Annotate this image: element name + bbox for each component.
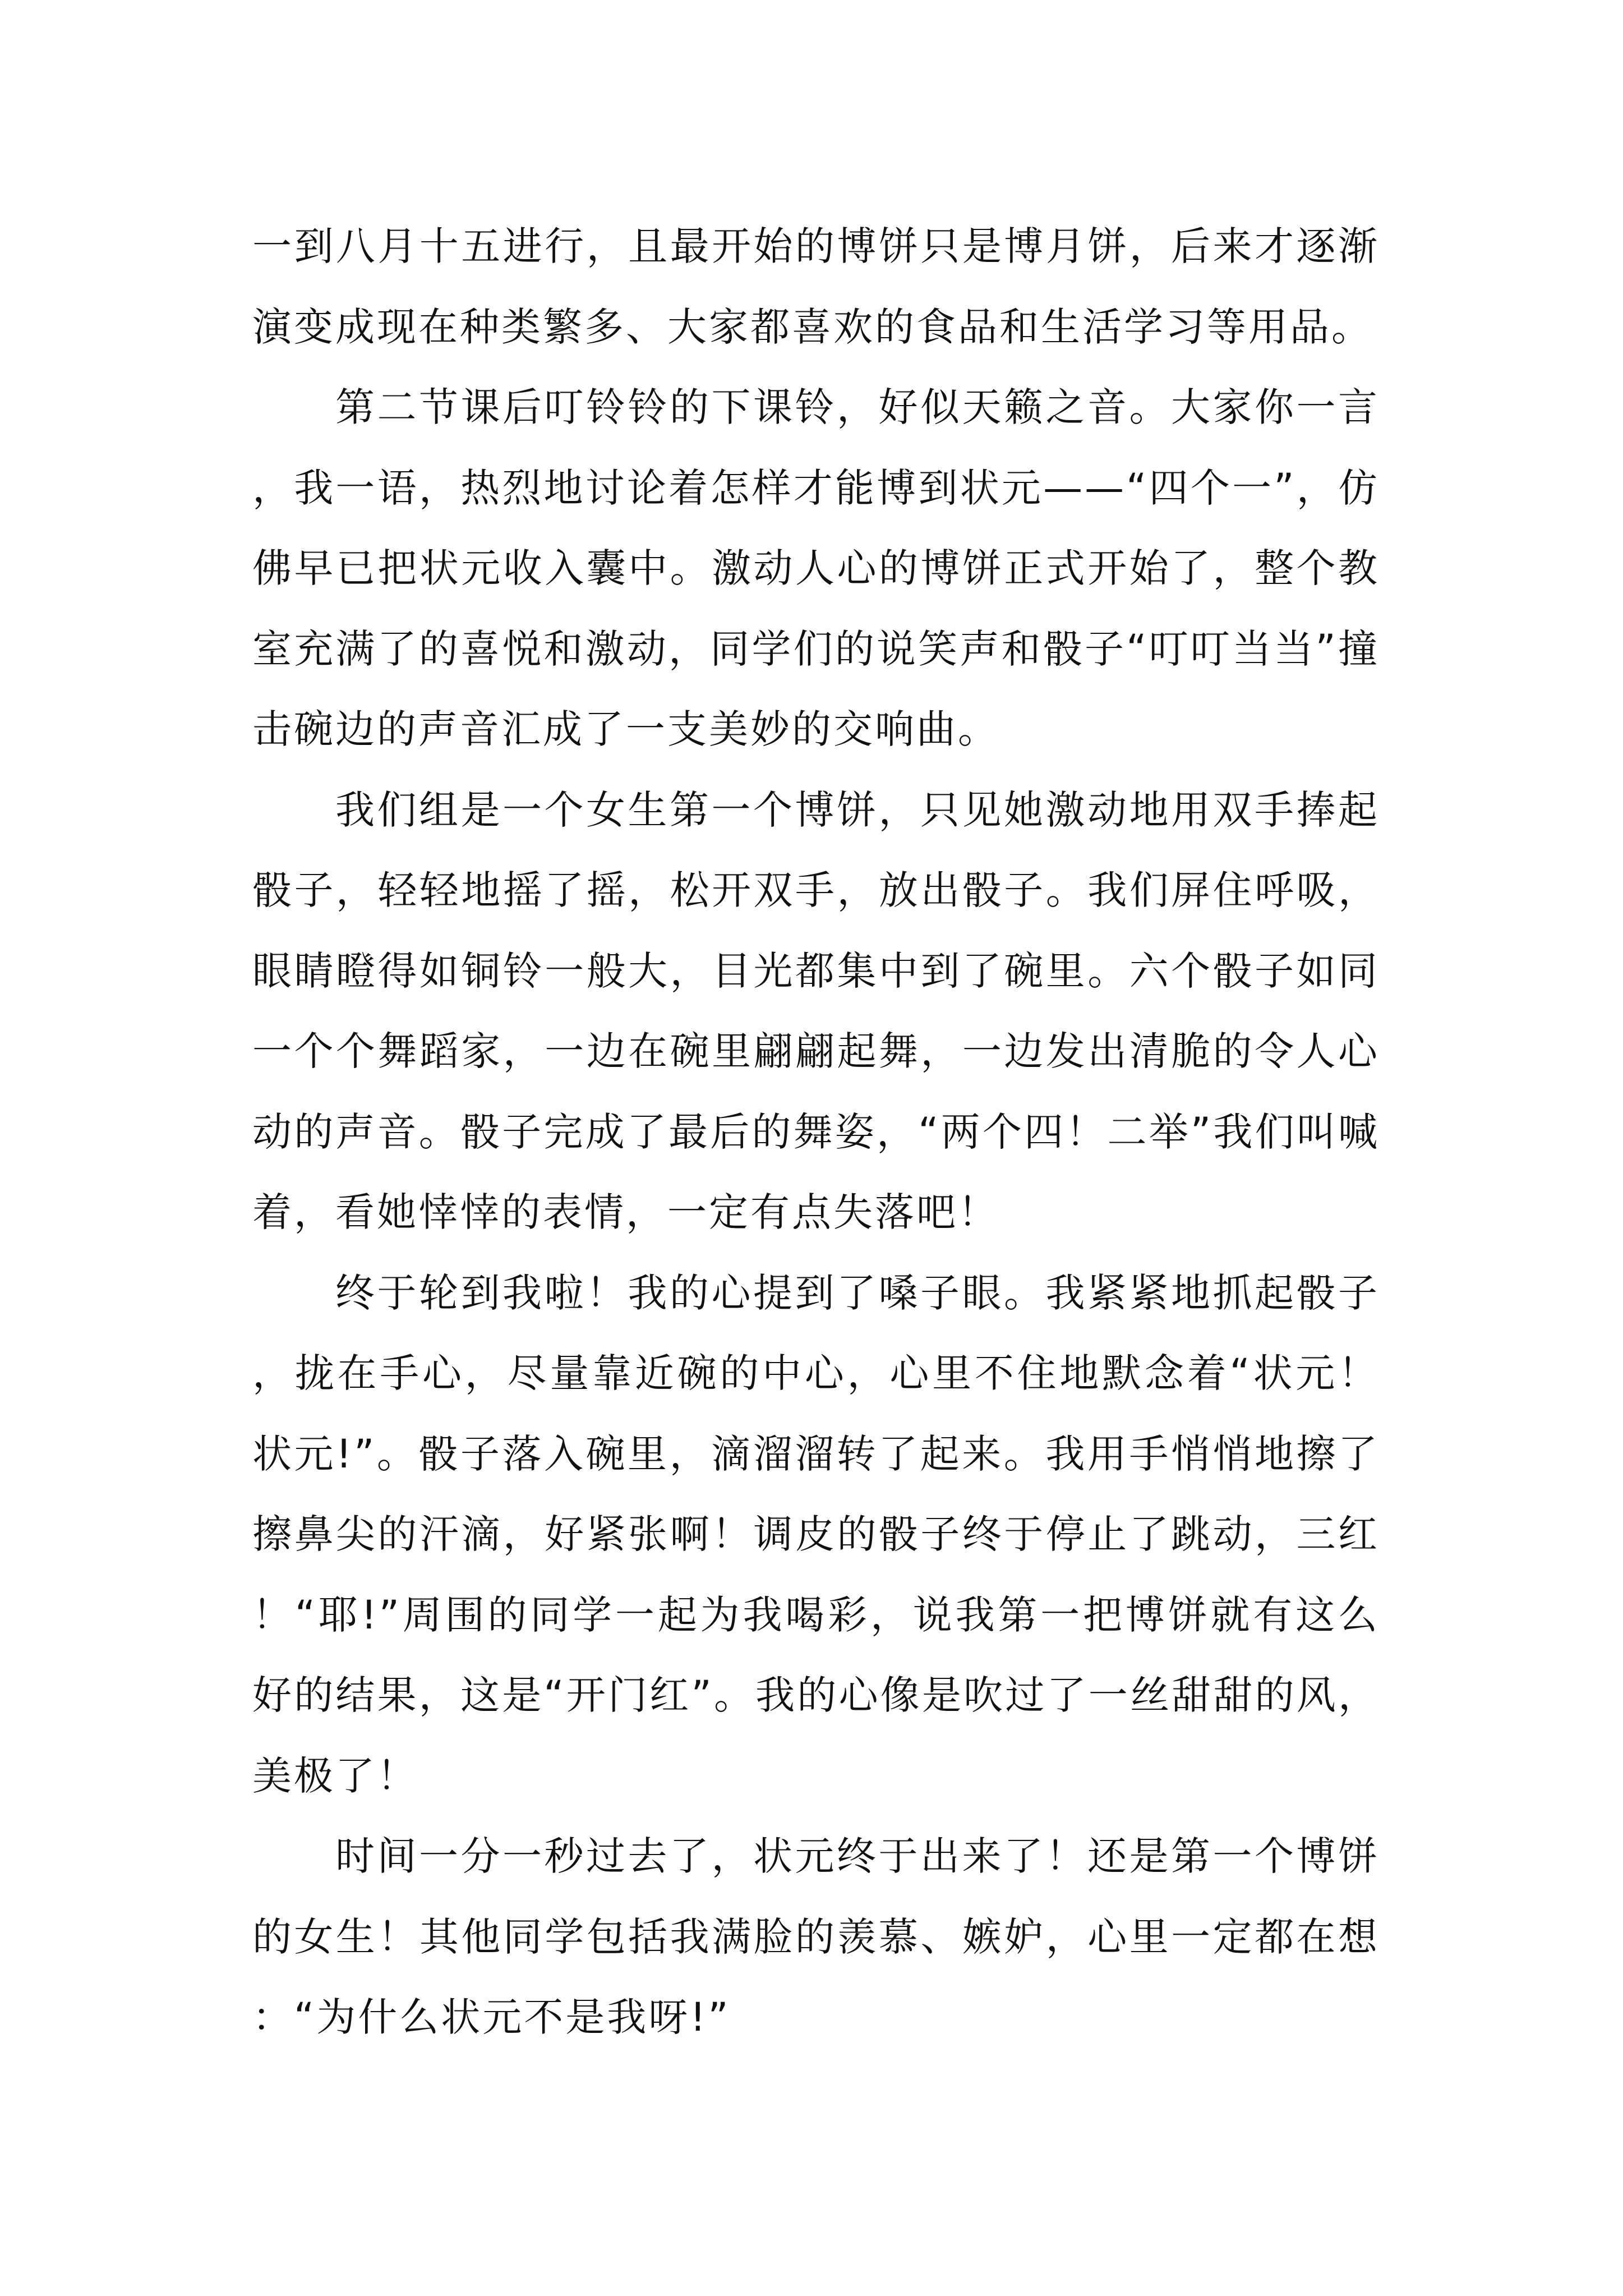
paragraph-1: 一到八月十五进行，且最开始的博饼只是博月饼，后来才逐渐演变成现在种类繁多、大家都喜欢的食品和生活学习等用品。 bbox=[252, 223, 1380, 350]
paragraph-4: 终于轮到我啦！我的心提到了嗓子眼。我紧紧地抓起骰子，拢在手心，尽量靠近碗的中心，心里不住地默念着“状元！状元!”。骰子落入碗里，滴溜溜转了起来。我用手悄悄地擦了擦鼻尖的汗滴，好紧张啊！调皮的骰子终于停止了跳动，三红！“耶!”周围的同学一起为我喝彩，说我第一把博饼就有这么好的结果，这是“开门红”。我的心像是吹过了一丝甜甜的风，美极了！ bbox=[252, 1269, 1380, 1799]
document-body bbox=[252, 206, 1380, 2058]
paragraph-5: 时间一分一秒过去了，状元终于出来了！还是第一个博饼的女生！其他同学包括我满脸的羡慕、嫉妒，心里一定都在想：“为什么状元不是我呀!” bbox=[252, 1833, 1380, 2040]
paragraph-2: 第二节课后叮铃铃的下课铃，好似天籁之音。大家你一言，我一语，热烈地讨论着怎样才能博到状元——“四个一”，仿佛早已把状元收入囊中。激动人心的博饼正式开始了，整个教室充满了的喜悦和激动，同学们的说笑声和骰子“叮叮当当”撞击碗边的声音汇成了一支美妙的交响曲。 bbox=[252, 384, 1380, 752]
paragraph-3: 我们组是一个女生第一个博饼，只见她激动地用双手捧起骰子，轻轻地摇了摇，松开双手，放出骰子。我们屏住呼吸，眼睛瞪得如铜铃一般大，目光都集中到了碗里。六个骰子如同一个个舞蹈家，一边在碗里翩翩起舞，一边发出清脆的令人心动的声音。骰子完成了最后的舞姿，“两个四！二举”我们叫喊着，看她悻悻的表情，一定有点失落吧！ bbox=[252, 786, 1380, 1235]
